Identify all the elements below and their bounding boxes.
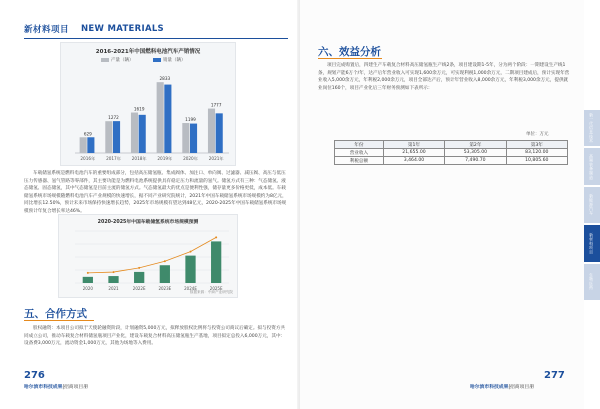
data-label: 1199 <box>185 117 196 123</box>
bar <box>105 121 112 153</box>
trend-point <box>190 251 192 253</box>
bar <box>216 113 223 153</box>
data-label: 629 <box>83 131 92 137</box>
benefit-paragraph: 项目完成购置后，四建生产车载复合材料高压储氢瓶生产线2条，项目建设期1-5年，分为两个阶段：一期建设生产线1条，规划产能6万个/年，达产后年营业收入可实现1,600余万元，可实现利税1,000余万元，二期项目建成后，预计实现年营业收入5,000余万元，年利税2,000余万元，项目全部达产后，预计年营业收入8,000余万元，年利税3,000余万元，提供就业岗位160个，项目产业化后三年财务预测如下表所示： <box>318 63 570 91</box>
page-number-left: 276 <box>24 370 45 381</box>
cooperation-paragraph: 股权融资：本项目公司拟于天使轮融资阶段，计划融资5,000万元，拟释放股权比例将与投资公司商议后确定。拟与投资方共同成立公司，推动车载复合材料储氢瓶项目产业化，建设车载复合材料高压储氢瓶生产基地，项目拟定总投入6,000万元，其中：设备费3,000万元，流动资金1,000万元，其他为场地等入费用。 <box>24 326 286 347</box>
table-header-cell: 第2年 <box>445 141 506 149</box>
bar <box>190 124 197 153</box>
bar <box>108 276 118 283</box>
side-tab[interactable]: 生物医药 <box>584 264 600 300</box>
table-cell: 21,655.00 <box>383 149 444 157</box>
table-row <box>335 157 568 165</box>
cooperation-section-title: 五、合作方式 <box>24 308 87 320</box>
bar <box>87 137 94 153</box>
table-cell: 10,805.60 <box>506 157 567 165</box>
trend-point <box>113 271 115 273</box>
legend-swatch <box>101 58 109 62</box>
bar <box>139 115 146 153</box>
bar <box>134 272 144 283</box>
x-tick-label: 2019年 <box>157 156 173 161</box>
legend-label: 销量（辆） <box>163 58 186 63</box>
bar <box>131 113 138 153</box>
trend-point <box>215 236 217 238</box>
table-cell: 3,464.00 <box>383 157 444 165</box>
bar <box>211 241 221 283</box>
page-number-right: 277 <box>544 370 565 381</box>
x-tick-label: 2022E <box>132 286 146 291</box>
side-tab[interactable]: 高端装备制造 <box>584 148 600 184</box>
storage-system-paragraph: 车载储氢系统是燃料电池汽车的重要组成部分，包括高压储氢瓶、集成阀体、加注口、单向阀、过滤器、减压阀、高压与低压压力传感器、氢气管路等零部件，其主要功能是为燃料电池系统提供具有稳定压力和流量的氢气。储氢方式有三种：气态储氢、液态储氢、固态储氢，其中气态储氢是目前主流的储氢方式。气态储氢最大的优点是便利性强，储存量更多价格更低，成本低。车载储氢系统市场规模随燃料电池汽车产业规模的快速增长，据不同产业研究院统计，2021年中国车载储氢系统市场规模约为8亿元，同比增长12.50%，预计未来市场保持快速增长趋势，2025年市场规模有望达到48亿元，2020-2025年中国车载储氢系统市场规模预计年复合增长率达46%。 <box>24 171 287 214</box>
page-header <box>24 22 164 36</box>
x-tick-label: 2016年 <box>80 156 96 161</box>
section-side-tabs <box>584 110 600 300</box>
header-divider <box>24 38 288 39</box>
chart2-title: 2020-2025年中国车载储氢系统市场规模预测 <box>97 220 199 225</box>
footer-suffix: |招商项目册 <box>508 385 534 390</box>
chart1-plot <box>61 63 237 167</box>
footer-right <box>470 383 534 390</box>
table-cell: 利税总额 <box>335 157 384 165</box>
x-tick-label: 2021 <box>108 286 119 291</box>
x-tick-label: 2025E <box>209 286 223 291</box>
section-underline <box>24 320 94 321</box>
header-title-en: NEW MATERIALS <box>81 24 164 34</box>
bar <box>160 265 170 283</box>
table-header-cell: 年份 <box>335 141 384 149</box>
x-tick-label: 2021年 <box>208 156 224 161</box>
footer-suffix: |招商项目册 <box>62 385 88 390</box>
chart2-plot <box>59 225 239 295</box>
trend-line <box>88 237 216 272</box>
footer-brand: 哈尔滨市科技成果 <box>470 385 509 390</box>
x-tick-label: 2023E <box>158 286 172 291</box>
trend-point <box>138 267 140 269</box>
side-tab-active[interactable]: 新材料项目 <box>584 225 600 261</box>
market-size-chart <box>58 214 238 298</box>
data-label: 1619 <box>133 106 145 112</box>
table-cell: 83,120.00 <box>506 149 567 157</box>
data-label: 1272 <box>108 115 119 121</box>
bar <box>83 277 93 283</box>
table-unit: 单位：万元 <box>526 132 549 137</box>
bar <box>185 256 195 283</box>
x-tick-label: 2024E <box>184 286 197 291</box>
benefit-section-title: 六、效益分析 <box>318 46 381 58</box>
bar <box>164 85 171 153</box>
legend-swatch <box>153 58 161 62</box>
section-underline <box>318 58 382 59</box>
footer-left <box>24 383 88 390</box>
chart2-source: 数据来源：中商产业研究院 <box>189 290 233 294</box>
financial-forecast-table <box>334 140 568 165</box>
bar <box>157 82 164 153</box>
x-tick-label: 2020年 <box>183 156 198 161</box>
table-cell: 7,490.70 <box>445 157 506 165</box>
table-header-cell: 第1年 <box>383 141 444 149</box>
x-tick-label: 2020 <box>82 286 93 291</box>
trend-point <box>164 260 166 262</box>
vehicle-production-sales-chart <box>60 42 236 166</box>
legend-label: 产量（辆） <box>111 58 134 63</box>
x-tick-label: 2018年 <box>131 156 147 161</box>
table-cell: 53,305.00 <box>445 149 506 157</box>
data-label: 2833 <box>159 76 171 82</box>
chart1-title: 2016-2021年中国燃料电池汽车产销情况 <box>95 49 201 55</box>
table-header-row <box>335 141 568 149</box>
table-cell: 营业收入 <box>335 149 384 157</box>
bar <box>208 109 215 153</box>
table-header-cell: 第3年 <box>506 141 567 149</box>
x-tick-label: 2017年 <box>106 156 121 161</box>
side-tab[interactable]: 新能源汽车 <box>584 187 600 223</box>
side-tab[interactable]: 新一代信息技术 <box>584 110 600 146</box>
data-label: 1777 <box>210 102 222 108</box>
header-title-cn: 新材料项目 <box>24 25 70 35</box>
bar <box>182 123 189 153</box>
bar <box>80 137 87 153</box>
table-row <box>335 149 568 157</box>
bar <box>113 121 120 153</box>
footer-brand: 哈尔滨市科技成果 <box>24 385 63 390</box>
trend-point <box>87 272 89 274</box>
